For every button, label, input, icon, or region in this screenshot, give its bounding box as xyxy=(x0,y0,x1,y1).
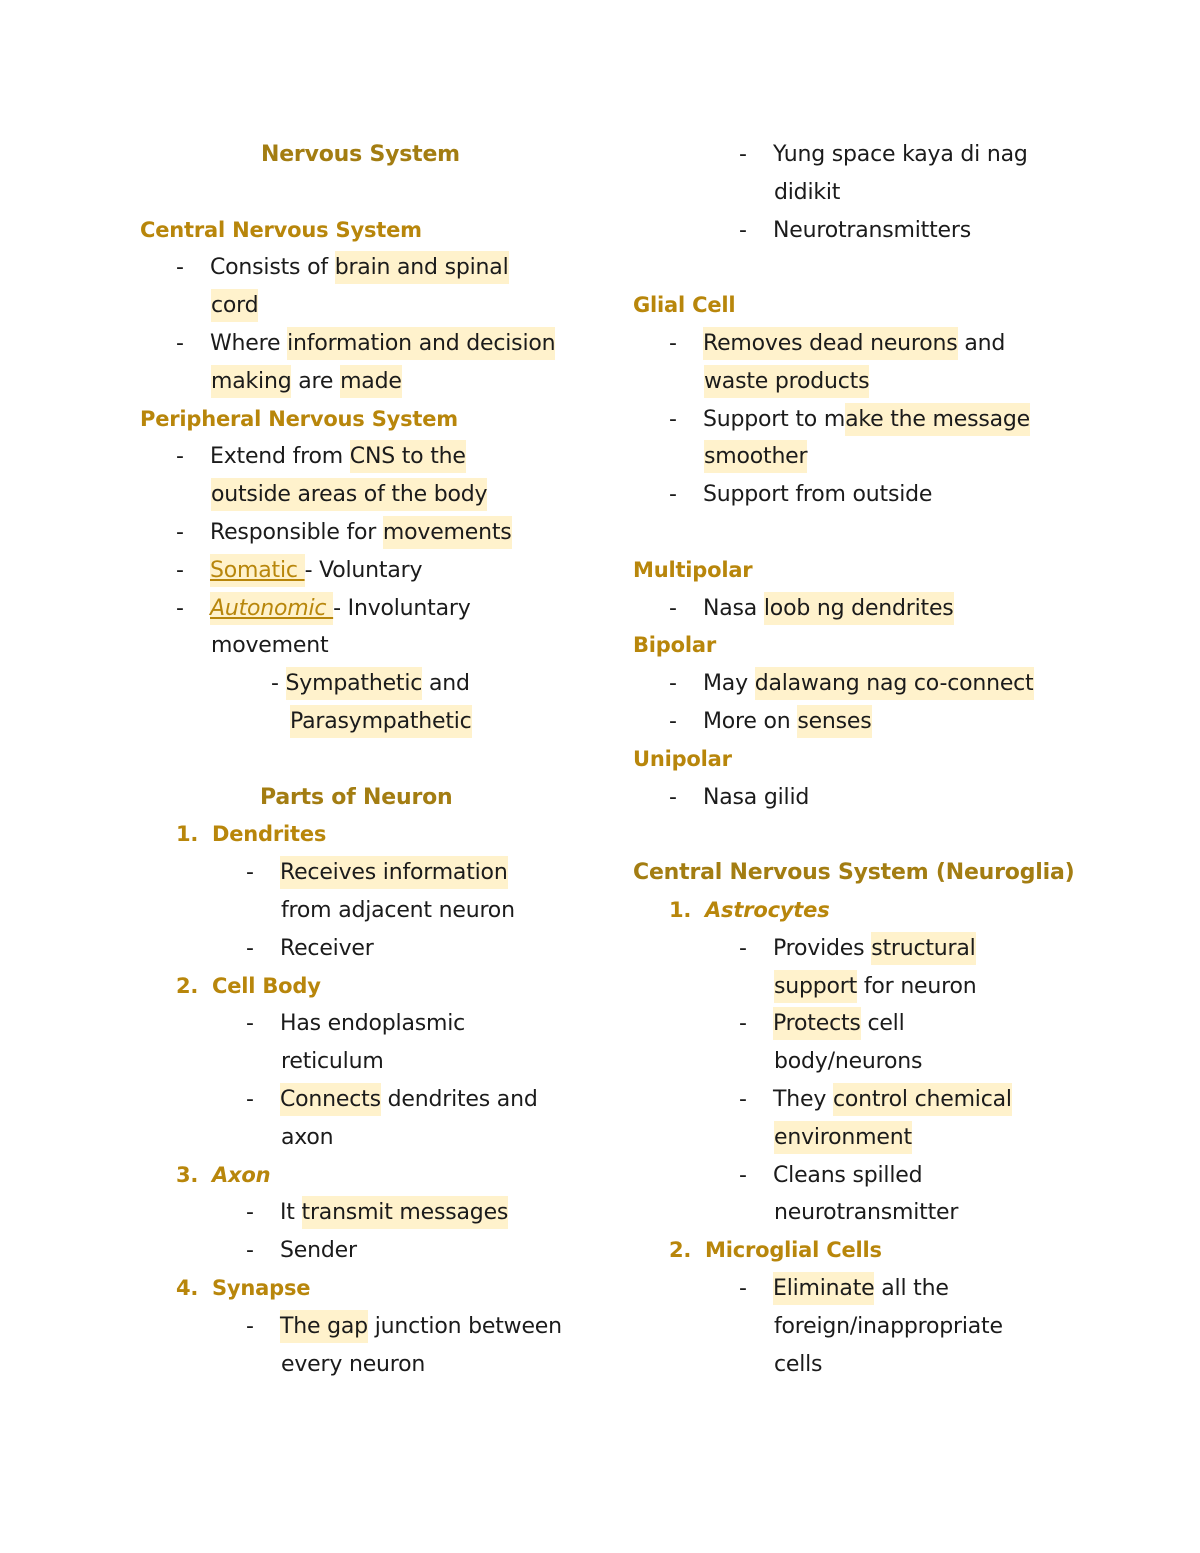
left-column xyxy=(140,136,590,1383)
cellbody-bullet-2-cont: axon xyxy=(281,1124,334,1150)
neuroglia-heading: Central Nervous System (Neuroglia) xyxy=(633,860,1075,886)
dendrites-bullet-2: - Receiver xyxy=(246,935,374,961)
astro-bullet-1: - Provides structural xyxy=(633,930,1083,968)
unipolar-heading: Unipolar xyxy=(633,746,732,771)
micro-bullet-1: - Eliminate all the xyxy=(633,1270,1083,1308)
bipolar-heading: Bipolar xyxy=(633,633,716,658)
pns-bullet-4: - Autonomic - Involuntary xyxy=(140,590,590,628)
astro-bullet-3-cont: environment xyxy=(633,1119,1083,1157)
astro-bullet-2-cont: body/neurons xyxy=(774,1049,923,1075)
cns-bullet-2: - Where information and decision xyxy=(140,325,590,363)
multipolar-heading: Multipolar xyxy=(633,557,753,582)
micro-bullet-1-cont: foreign/inappropriate xyxy=(774,1313,1003,1339)
synapse-bullet-1-cont: every neuron xyxy=(281,1351,426,1377)
synapse-bullet-2: - Yung space kaya di nag xyxy=(739,142,1028,167)
cellbody-bullet-2: - Connects dendrites and xyxy=(140,1081,590,1119)
pns-bullet-1-cont: outside areas of the body xyxy=(140,476,590,514)
cns-bullet-1: - Consists of brain and spinal xyxy=(140,249,590,287)
cns-bullet-2-cont: making are made xyxy=(140,363,590,401)
synapse-bullet-2-cont: didikit xyxy=(774,179,841,205)
cellbody-bullet-1-cont: reticulum xyxy=(281,1049,384,1075)
pns-bullet-2: - Responsible for movements xyxy=(140,514,590,552)
bipolar-bullet-2: - More on senses xyxy=(633,703,1083,741)
item-astrocytes: 1. Astrocytes xyxy=(669,897,830,922)
dendrites-bullet-1: - Receives information xyxy=(140,854,590,892)
part-axon: 3. Axon xyxy=(176,1162,271,1187)
item-microglial: 2. Microglial Cells xyxy=(669,1238,882,1263)
micro-bullet-1-cont-2: cells xyxy=(774,1351,823,1377)
axon-bullet-2: - Sender xyxy=(246,1238,357,1264)
glial-bullet-2-cont: smoother xyxy=(633,438,1083,476)
pns-bullet-1: - Extend from CNS to the xyxy=(140,438,590,476)
multipolar-bullet: - Nasa loob ng dendrites xyxy=(633,590,1083,628)
autonomic-link[interactable]: Autonomic xyxy=(210,592,333,625)
glial-heading: Glial Cell xyxy=(633,293,736,318)
astro-bullet-2: - Protects cell xyxy=(633,1005,1083,1043)
pns-bullet-4-cont: movement xyxy=(211,633,329,659)
glial-bullet-1: - Removes dead neurons and xyxy=(633,325,1083,363)
somatic-link[interactable]: Somatic xyxy=(210,554,305,587)
pns-heading: Peripheral Nervous System xyxy=(140,406,458,431)
glial-bullet-1-cont: waste products xyxy=(633,363,1083,401)
astro-bullet-4-cont: neurotransmitter xyxy=(774,1200,959,1226)
neuron-heading: Parts of Neuron xyxy=(260,784,453,810)
cellbody-bullet-1: - Has endoplasmic xyxy=(246,1011,466,1037)
dendrites-bullet-1-cont: from adjacent neuron xyxy=(281,897,515,923)
astro-bullet-4: - Cleans spilled xyxy=(739,1162,923,1188)
right-column xyxy=(633,136,1083,1383)
part-dendrites: 1. Dendrites xyxy=(176,822,327,847)
astro-bullet-1-cont: support for neuron xyxy=(633,968,1083,1006)
pns-sub-bullet-cont: Parasympathetic xyxy=(140,703,590,741)
glial-bullet-3: - Support from outside xyxy=(669,482,933,508)
astro-bullet-3: - They control chemical xyxy=(633,1081,1083,1119)
synapse-bullet-1: - The gap junction between xyxy=(140,1308,590,1346)
pns-sub-bullet: - Sympathetic and xyxy=(140,665,590,703)
pns-bullet-3: - Somatic - Voluntary xyxy=(140,552,590,590)
part-synapse: 4. Synapse xyxy=(176,1275,311,1300)
axon-bullet-1: - It transmit messages xyxy=(140,1194,590,1232)
cns-heading: Central Nervous System xyxy=(140,217,422,242)
bipolar-bullet-1: - May dalawang nag co-connect xyxy=(633,665,1083,703)
glial-bullet-2: - Support to make the message xyxy=(633,401,1083,439)
synapse-bullet-3: - Neurotransmitters xyxy=(739,217,971,243)
part-cell-body: 2. Cell Body xyxy=(176,973,321,998)
page-title: Nervous System xyxy=(261,142,460,167)
cns-bullet-1-cont: cord xyxy=(140,287,590,325)
unipolar-bullet: - Nasa gilid xyxy=(669,784,810,810)
